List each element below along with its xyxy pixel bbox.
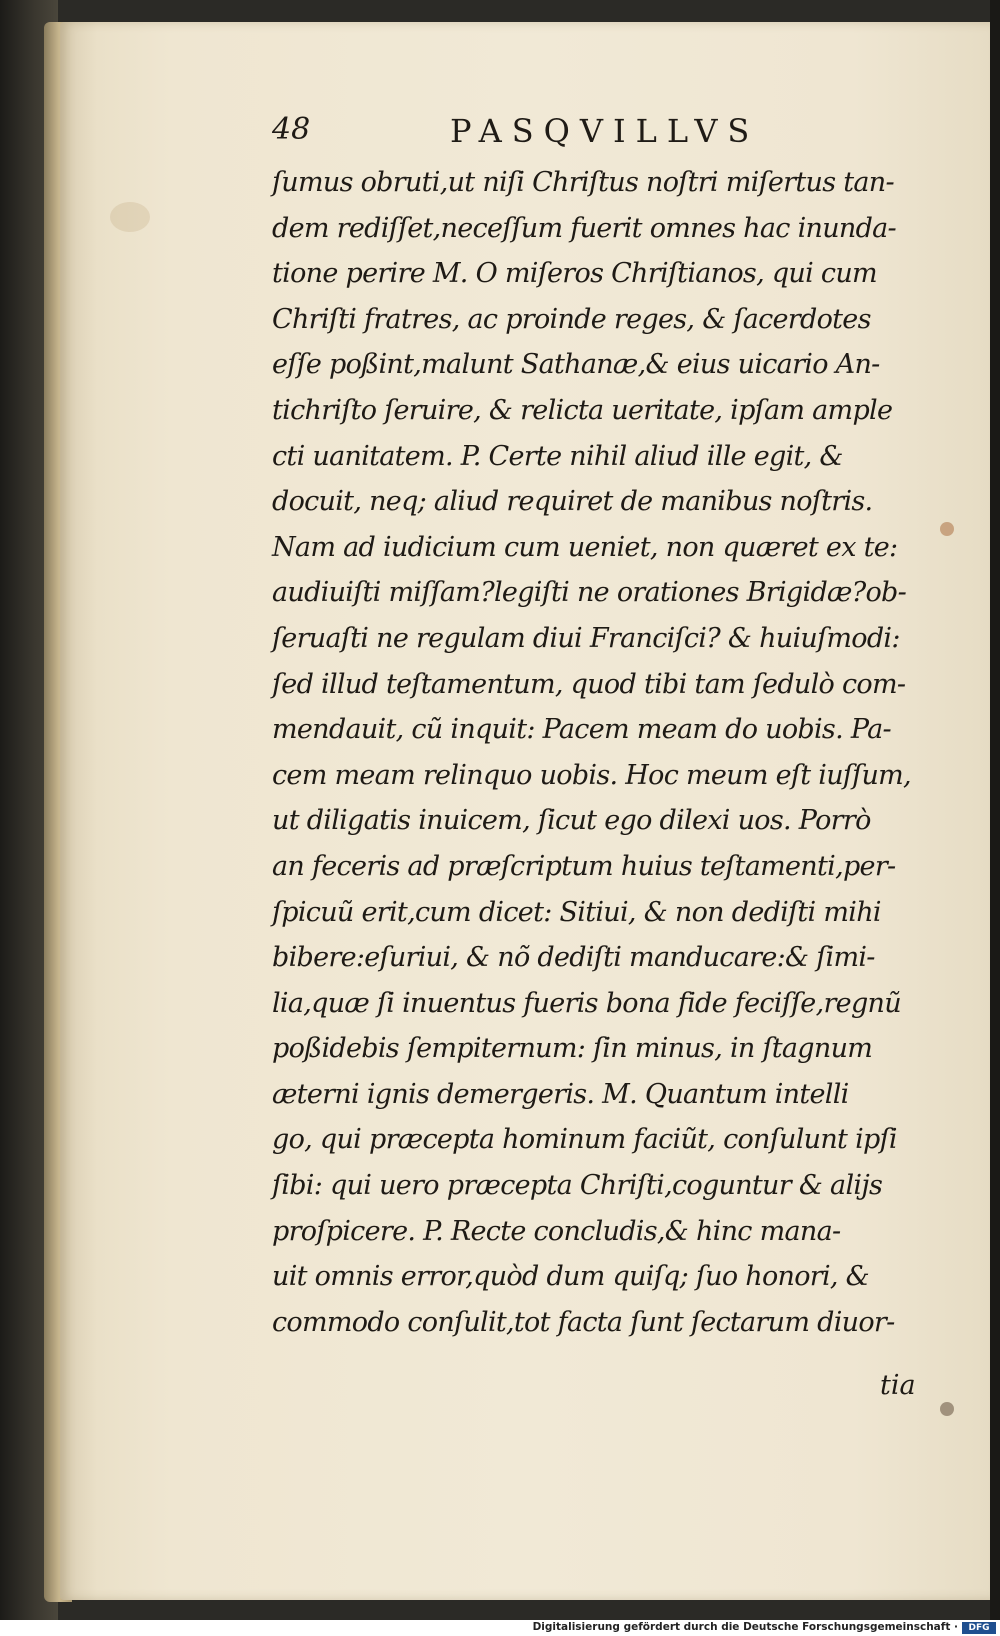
paper-stain [940, 1402, 954, 1416]
text-line: docuit, neq; aliud requiret de manibus noſtris. [272, 486, 873, 518]
text-line: ut diligatis inuicem, ſicut ego dilexi uos. Porrò [272, 805, 871, 837]
text-line: cti uanitatem. P. Certe nihil aliud ille egit, & [272, 440, 843, 472]
text-line: Chriſti fratres, ac proinde reges, & ſacerdotes [272, 303, 871, 335]
funding-credit: Digitalisierung gefördert durch die Deutsche Forschungsgemeinschaft · [532, 1621, 958, 1633]
dfg-logo: DFG [962, 1622, 996, 1634]
text-line: ſibi: qui uero præcepta Chriſti,coguntur & alijs [272, 1170, 883, 1202]
text-line: go, qui præcepta hominum faciũt, conſulunt ipſi [272, 1124, 897, 1156]
text-line: æterni ignis demergeris. M. Quantum intelli [272, 1078, 849, 1110]
body-text [272, 160, 952, 1345]
running-title: PASQVILLVS [450, 112, 760, 150]
text-line: an feceris ad præſcriptum huius teſtamenti,per- [272, 850, 896, 882]
text-line: bibere:eſuriui, & nõ dediſti manducare:& ſimi- [272, 942, 875, 974]
text-line: ſed illud teſtamentum, quod tibi tam ſedulò com- [272, 668, 906, 700]
text-line: audiuiſti miſſam?legiſti ne orationes Brigidæ?ob- [272, 577, 907, 609]
text-line: poßidebis ſempiternum: ſin minus, in ſtagnum [272, 1033, 873, 1065]
text-line: tichriſto ſeruire, & relicta ueritate, ipſam ample [272, 394, 893, 426]
catchword: tia [880, 1370, 916, 1401]
text-line: tione perire M. O miſeros Chriſtianos, qui cum [272, 258, 877, 290]
page-header [272, 108, 812, 156]
text-line: proſpicere. P. Recte concludis,& hinc mana- [272, 1215, 841, 1247]
text-line: ſpicuũ erit,cum dicet: Sitiui, & non dediſti mihi [272, 896, 881, 928]
text-line: Nam ad iudicium cum ueniet, non quæret ex te: [272, 531, 898, 563]
text-line: ſumus obruti,ut niſi Chriſtus noſtri miſertus tan- [272, 167, 894, 198]
paper-stain [110, 202, 150, 232]
text-line: commodo conſulit,tot facta ſunt ſectarum diuor- [272, 1306, 895, 1338]
page-number: 48 [272, 112, 311, 147]
text-line: dem rediſſet,neceſſum fuerit omnes hac inunda- [272, 212, 896, 244]
text-line: lia,quæ ſi inuentus fueris bona fide feciſſe,regnũ [272, 987, 901, 1019]
text-line: cem meam relinquo uobis. Hoc meum eſt iuſſum, [272, 759, 911, 791]
footer-bar [0, 1620, 1000, 1636]
text-line: uit omnis error,quòd dum quiſq; ſuo honori, & [272, 1261, 870, 1293]
text-line: mendauit, cũ inquit: Pacem meam do uobis. Pa- [272, 714, 891, 746]
text-line: ſeruaſti ne regulam diui Franciſci? & huiuſmodi: [272, 622, 900, 654]
text-line: eſſe poßint,malunt Sathanæ,& eius uicario An- [272, 349, 880, 381]
book-shadow-right [990, 0, 1000, 1620]
